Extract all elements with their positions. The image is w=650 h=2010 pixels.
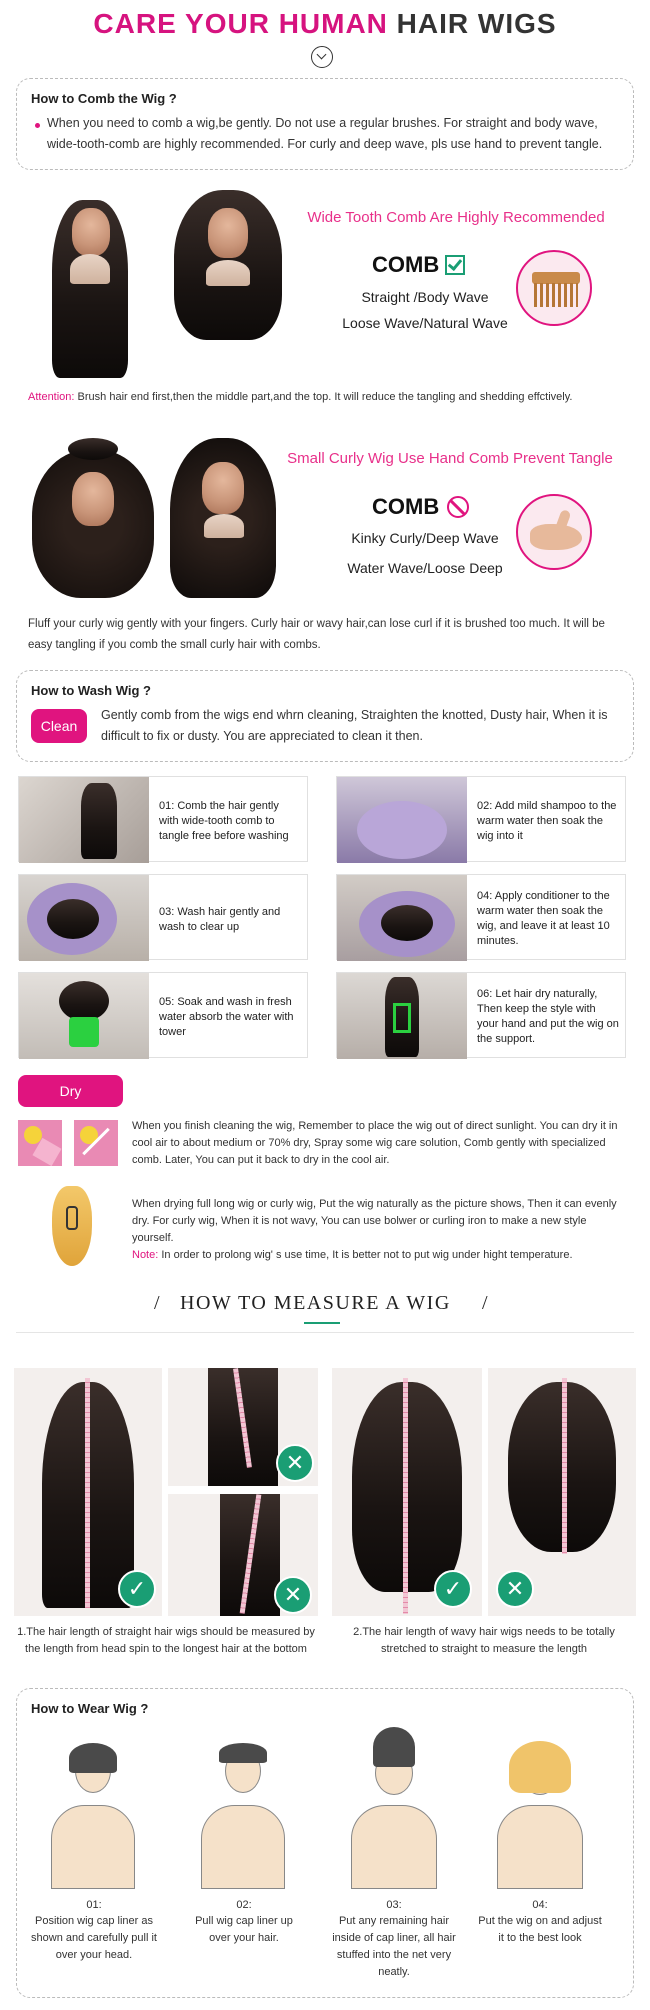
wear-step-3-num: 03: — [386, 1899, 402, 1911]
step-3-photo — [19, 875, 149, 961]
measure-wavy-correct — [332, 1368, 482, 1616]
wash-step-5 — [18, 972, 308, 1058]
comb-block2-word: COMB — [372, 494, 440, 519]
sun-icon-tile — [18, 1120, 62, 1166]
attention-note — [28, 389, 628, 406]
wig-photo-deep-wave — [158, 432, 288, 600]
wig-photo-straight — [30, 180, 150, 380]
dry-note-label: Note: — [132, 1249, 159, 1261]
step-2-text: 02: Add mild shampoo to the warm water then soak the wig into it — [477, 800, 617, 842]
wash-box — [16, 670, 634, 762]
dry-text-1: When you finish cleaning the wig, Remember to place the wig out of direct sunlight. You can dry it in cool air to about medium or 70% dry, Spray some wig care solution, Comb gently with specialized comb. Later, You can put it back to dry in the cool air. — [132, 1120, 618, 1166]
step-2-photo — [337, 777, 467, 863]
step-4-photo — [337, 875, 467, 961]
checkbox-check-icon — [445, 255, 465, 275]
step-3-text: 03: Wash hair gently and wash to clear up — [159, 906, 281, 933]
title-dark: HAIR WIGS — [387, 8, 557, 39]
page-title — [0, 8, 650, 40]
measure-title: HOW TO MEASURE A WIG — [180, 1292, 451, 1314]
wig-photo-body-wave — [162, 180, 292, 350]
step-4-text: 04: Apply conditioner to the warm water then soak the wig, and leave it at least 10 minutes. — [477, 890, 610, 947]
title-pink: CARE YOUR HUMAN — [93, 8, 388, 39]
comb-block2-line2: Water Wave/Loose Deep — [347, 560, 503, 576]
step-5-photo — [19, 973, 149, 1059]
wooden-comb-image — [516, 250, 592, 326]
wear-step-1-text: Position wig cap liner as shown and carefully pull it over your head. — [31, 1915, 157, 1961]
dry-pill: Dry — [18, 1075, 123, 1107]
measure-wavy-wrong — [488, 1368, 636, 1616]
wear-figure-3 — [339, 1725, 449, 1889]
wash-step-3 — [18, 874, 308, 960]
wash-step-1 — [18, 776, 308, 862]
measure-straight-wrong-bottom — [168, 1494, 318, 1616]
wear-step-4-text: Put the wig on and adjust it to the best look — [478, 1915, 602, 1944]
attention-text: Brush hair end first,then the middle part,and the top. It will reduce the tangling and shedding effctively. — [74, 391, 573, 403]
step-1-photo — [19, 777, 149, 863]
wear-step-2-num: 02: — [236, 1899, 252, 1911]
x-icon: ✕ — [274, 1576, 312, 1614]
measure-caption-2: 2.The hair length of wavy hair wigs needs to be totally stretched to straight to measure the length — [353, 1626, 615, 1655]
clean-pill: Clean — [31, 709, 87, 743]
step-6-text: 06: Let hair dry naturally, Then keep the style with your hand and put the wig on the support. — [477, 988, 619, 1045]
bullet-dot-icon — [35, 123, 40, 128]
measure-straight-back — [14, 1368, 162, 1616]
dry-note-text: In order to prolong wig' s use time, It is better not to put wig under hight temperature. — [158, 1249, 573, 1261]
comb-intro-box — [16, 78, 634, 170]
wash-step-4 — [336, 874, 626, 960]
x-icon: ✕ — [276, 1444, 314, 1482]
wash-heading: How to Wash Wig ? — [31, 683, 151, 698]
measure-title-slash-right: / — [482, 1292, 490, 1314]
hand-comb-image — [516, 494, 592, 570]
wear-figure-4 — [485, 1739, 595, 1889]
measure-title-slash-left: / — [154, 1292, 162, 1314]
wear-figure-1 — [43, 1739, 143, 1889]
x-icon: ✕ — [496, 1570, 534, 1608]
comb-block2-line1: Kinky Curly/Deep Wave — [351, 530, 499, 546]
wear-step-3-text: Put any remaining hair inside of cap liner, all hair stuffed into the net very neatly. — [332, 1915, 456, 1978]
wear-step-1-num: 01: — [86, 1899, 102, 1911]
wash-step-6 — [336, 972, 626, 1058]
measure-title-underline — [304, 1322, 340, 1324]
comb-intro-text: When you need to comb a wig,be gently. Do not use a regular brushes. For straight and body wave, wide-tooth-comb are highly recommended. For curly and deep wave, pls use hand to prevent tangle. — [47, 116, 603, 151]
attention-label: Attention: — [28, 391, 75, 403]
measure-title-rule — [16, 1332, 634, 1333]
comb-heading: How to Comb the Wig ? — [31, 91, 177, 106]
comb-block1-line2: Loose Wave/Natural Wave — [342, 315, 508, 331]
wear-step-2-text: Pull wig cap liner up over your hair. — [195, 1915, 293, 1944]
measure-straight-wrong-top — [168, 1368, 318, 1486]
step-6-photo — [337, 973, 467, 1059]
hanging-wig-icon — [44, 1184, 100, 1268]
wear-figure-2 — [193, 1739, 293, 1889]
wear-step-4-num: 04: — [532, 1899, 548, 1911]
wash-text: Gently comb from the wigs end whrn cleaning, Straighten the knotted, Dusty hair, When it is difficult to fix or dusty. You are appreciated to clean it then. — [101, 708, 608, 743]
comb-block2-headline: Small Curly Wig Use Hand Comb Prevent Tangle — [287, 450, 613, 467]
wear-box — [16, 1688, 634, 1998]
dry-text-2 — [132, 1196, 628, 1264]
check-icon: ✓ — [118, 1570, 156, 1608]
comb-block1-line1: Straight /Body Wave — [361, 289, 489, 305]
dry-text-2-body: When drying full long wig or curly wig, Put the wig naturally as the picture shows, Then it can evenly dry. For curly wig, When it is not wavy, You can use bolwer or curling iron to make a new style yourself. — [132, 1198, 617, 1244]
comb-block1-headline: Wide Tooth Comb Are Highly Recommended — [307, 209, 605, 226]
wear-heading: How to Wear Wig ? — [31, 1701, 149, 1716]
chevron-down-icon[interactable] — [311, 46, 333, 68]
no-comb-icon — [447, 496, 469, 518]
step-1-text: 01: Comb the hair gently with wide-tooth comb to tangle free before washing — [159, 800, 289, 842]
wig-photo-kinky-curly — [28, 420, 158, 600]
step-5-text: 05: Soak and wash in fresh water absorb the water with tower — [159, 996, 294, 1038]
check-icon: ✓ — [434, 1570, 472, 1608]
no-sun-icon-tile — [74, 1120, 118, 1166]
comb-block1-word: COMB — [372, 252, 440, 277]
wash-step-2 — [336, 776, 626, 862]
measure-caption-1: 1.The hair length of straight hair wigs should be measured by the length from head spin to the longest hair at the bottom — [17, 1626, 315, 1655]
fluff-text: Fluff your curly wig gently with your fingers. Curly hair or wavy hair,can lose curl if it is brushed too much. It will be easy tangling if you comb the small curly hair with combs. — [28, 618, 605, 651]
